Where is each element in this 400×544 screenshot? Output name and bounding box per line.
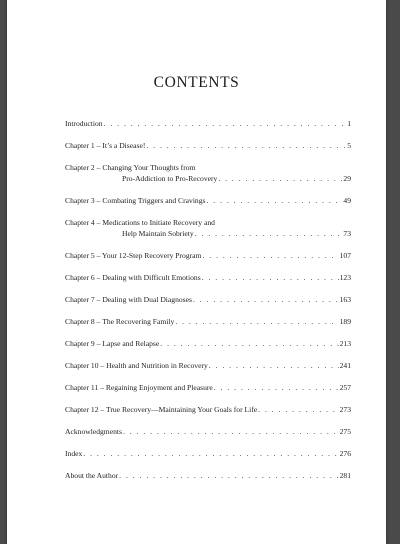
dot-leader bbox=[214, 382, 339, 393]
dot-leader bbox=[193, 294, 339, 305]
toc-entry-chapter-7[interactable] bbox=[65, 294, 351, 305]
toc-page-number: 275 bbox=[339, 427, 351, 436]
toc-page-number: 5 bbox=[347, 141, 351, 150]
dot-leader bbox=[119, 470, 338, 481]
dot-leader bbox=[123, 426, 339, 437]
toc-entry-label: Chapter 11 – Regaining Enjoyment and Pleasure bbox=[65, 383, 213, 392]
toc-page-number: 281 bbox=[339, 471, 351, 480]
toc-page-number: 123 bbox=[339, 273, 351, 282]
dot-leader bbox=[83, 448, 338, 459]
toc-entry-introduction[interactable] bbox=[65, 118, 351, 129]
dot-leader bbox=[146, 140, 346, 151]
dot-leader bbox=[209, 360, 339, 371]
toc-entry-chapter-12[interactable] bbox=[65, 404, 351, 415]
toc-page-number: 163 bbox=[339, 295, 351, 304]
toc-entry-chapter-11[interactable] bbox=[65, 382, 351, 393]
toc-page-number: 29 bbox=[343, 174, 351, 183]
toc-entry-label: Pro-Addiction to Pro-Recovery bbox=[122, 174, 218, 183]
toc-entry-label: Chapter 10 – Health and Nutrition in Recovery bbox=[65, 361, 208, 370]
dot-leader bbox=[206, 195, 342, 206]
toc-page-number: 213 bbox=[339, 339, 351, 348]
toc-entry-chapter-4[interactable] bbox=[65, 217, 351, 239]
dot-leader bbox=[202, 272, 339, 283]
toc-entry-label: Chapter 8 – The Recovering Family bbox=[65, 317, 175, 326]
toc-entry-label: Chapter 1 – It’s a Disease! bbox=[65, 141, 146, 150]
document-page bbox=[7, 0, 386, 544]
toc-page-number: 276 bbox=[339, 449, 351, 458]
toc-entry-label: Chapter 6 – Dealing with Difficult Emotions bbox=[65, 273, 201, 282]
toc-entry-label: Chapter 9 – Lapse and Relapse bbox=[65, 339, 160, 348]
toc-entry-chapter-5[interactable] bbox=[65, 250, 351, 261]
toc-entry-label-line-1: Chapter 2 – Changing Your Thoughts from bbox=[65, 163, 196, 172]
dot-leader bbox=[104, 118, 347, 129]
toc-entry-label: Chapter 5 – Your 12-Step Recovery Program bbox=[65, 251, 202, 260]
dot-leader bbox=[175, 316, 338, 327]
toc-entry-label: Introduction bbox=[65, 119, 103, 128]
toc-entry-label: Chapter 3 – Combating Triggers and Cravings bbox=[65, 196, 206, 205]
toc-entry-chapter-2[interactable] bbox=[65, 162, 351, 184]
toc-entry-label: About the Author bbox=[65, 471, 119, 480]
toc-entry-about-the-author[interactable] bbox=[65, 470, 351, 481]
toc-entry-label: Acknowledgments bbox=[65, 427, 122, 436]
toc-page-number: 49 bbox=[343, 196, 351, 205]
dot-leader bbox=[160, 338, 338, 349]
toc-entry-chapter-1[interactable] bbox=[65, 140, 351, 151]
toc-page-number: 107 bbox=[339, 251, 351, 260]
toc-entry-chapter-10[interactable] bbox=[65, 360, 351, 371]
toc-entry-label: Index bbox=[65, 449, 83, 458]
toc-page-number: 273 bbox=[339, 405, 351, 414]
toc-entry-chapter-6[interactable] bbox=[65, 272, 351, 283]
toc-page-number: 241 bbox=[339, 361, 351, 370]
toc-entry-chapter-3[interactable] bbox=[65, 195, 351, 206]
toc-entry-acknowledgments[interactable] bbox=[65, 426, 351, 437]
table-of-contents bbox=[65, 118, 351, 481]
toc-entry-label: Chapter 7 – Dealing with Dual Diagnoses bbox=[65, 295, 192, 304]
toc-page-number: 73 bbox=[343, 229, 351, 238]
dot-leader bbox=[195, 228, 343, 239]
toc-entry-label: Help Maintain Sobriety bbox=[122, 229, 194, 238]
toc-page-number: 1 bbox=[347, 119, 351, 128]
toc-entry-label: Chapter 12 – True Recovery—Maintaining Your Goals for Life bbox=[65, 405, 258, 414]
page-title: CONTENTS bbox=[153, 74, 240, 91]
toc-entry-index[interactable] bbox=[65, 448, 351, 459]
toc-entry-label-line-1: Chapter 4 – Medications to Initiate Recovery and bbox=[65, 218, 215, 227]
toc-entry-chapter-9[interactable] bbox=[65, 338, 351, 349]
dot-leader bbox=[218, 173, 342, 184]
dot-leader bbox=[202, 250, 338, 261]
toc-page-number: 189 bbox=[339, 317, 351, 326]
dot-leader bbox=[258, 404, 338, 415]
toc-entry-chapter-8[interactable] bbox=[65, 316, 351, 327]
toc-page-number: 257 bbox=[339, 383, 351, 392]
